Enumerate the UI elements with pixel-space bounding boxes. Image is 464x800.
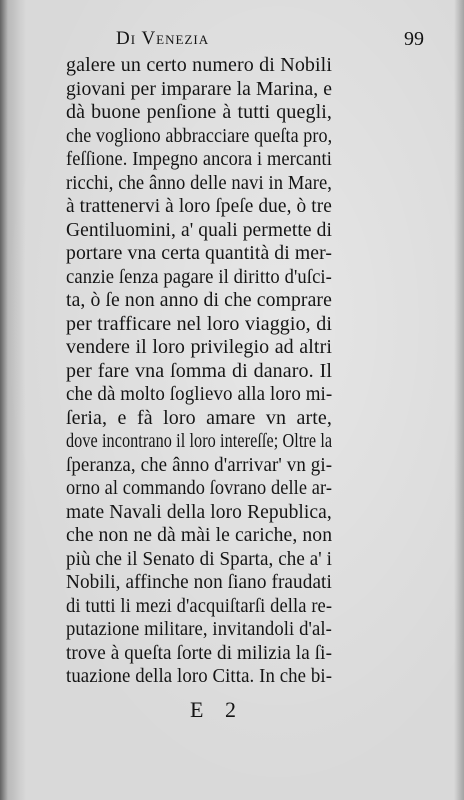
text-line: orno al commando ſovrano delle ar- [66, 477, 333, 499]
text-line: putazione militare, invitandoli d'al- [66, 618, 332, 640]
text-line: di tutti li mezi d'acquiſtarſi della re- [66, 594, 333, 617]
text-line: à trattenervi à loro ſpeſe due, ò tre [66, 195, 332, 217]
signature-mark: E 2 [190, 697, 244, 722]
text-line: vendere il loro privilegio ad altri [66, 336, 332, 358]
text-line: ſeria, e fà loro amare vn arte, [66, 406, 332, 429]
text-line: portare vna certa quantità di mer- [66, 242, 333, 264]
text-line: dove incontrano il loro intereſſe; Oltre la [66, 430, 333, 452]
text-line: galere un certo numero di Nobili [66, 54, 332, 76]
text-line: più che il Senato di Sparta, che a' i [66, 547, 332, 570]
text-line: giovani per imparare la Marina, e [66, 77, 333, 100]
running-title: Di Venezia [116, 28, 210, 49]
text-line: per trafficare nel loro viaggio, di [66, 312, 332, 335]
text-line: feſſione. Impegno ancora i mercanti [66, 148, 332, 170]
text-line: ta, ò ſe non anno di che comprare [66, 289, 332, 311]
page-number: 99 [404, 28, 424, 50]
page-edge-shadow [454, 0, 464, 800]
text-line: ricchi, che ânno delle navi in Mare, [66, 171, 333, 194]
text-line: mate Navali della loro Republica, [66, 500, 332, 523]
text-line: per fare vna ſomma di danaro. Il [66, 359, 332, 382]
text-line: Nobili, affinche non ſiano fraudati [66, 571, 332, 593]
text-line: trove à queſta ſorte di milizia la ſi- [66, 641, 333, 664]
text-line: tuazione della loro Citta. In che bi- [66, 665, 333, 687]
page-header [0, 28, 464, 54]
text-line: ſperanza, che ânno d'arrivar' vn gi- [66, 453, 333, 476]
text-line: che dà molto ſoglievo alla loro mi- [66, 383, 333, 405]
text-line: dà buone penſione à tutti quegli, [66, 101, 332, 123]
text-line: canzie ſenza pagare il diritto d'uſci- [66, 265, 332, 288]
text-line: che non ne dà mài le cariche, non [66, 524, 333, 546]
text-line: che vogliono abbracciare queſta pro, [66, 124, 333, 147]
text-line: Gentiluomini, a' quali permette di [66, 218, 332, 241]
